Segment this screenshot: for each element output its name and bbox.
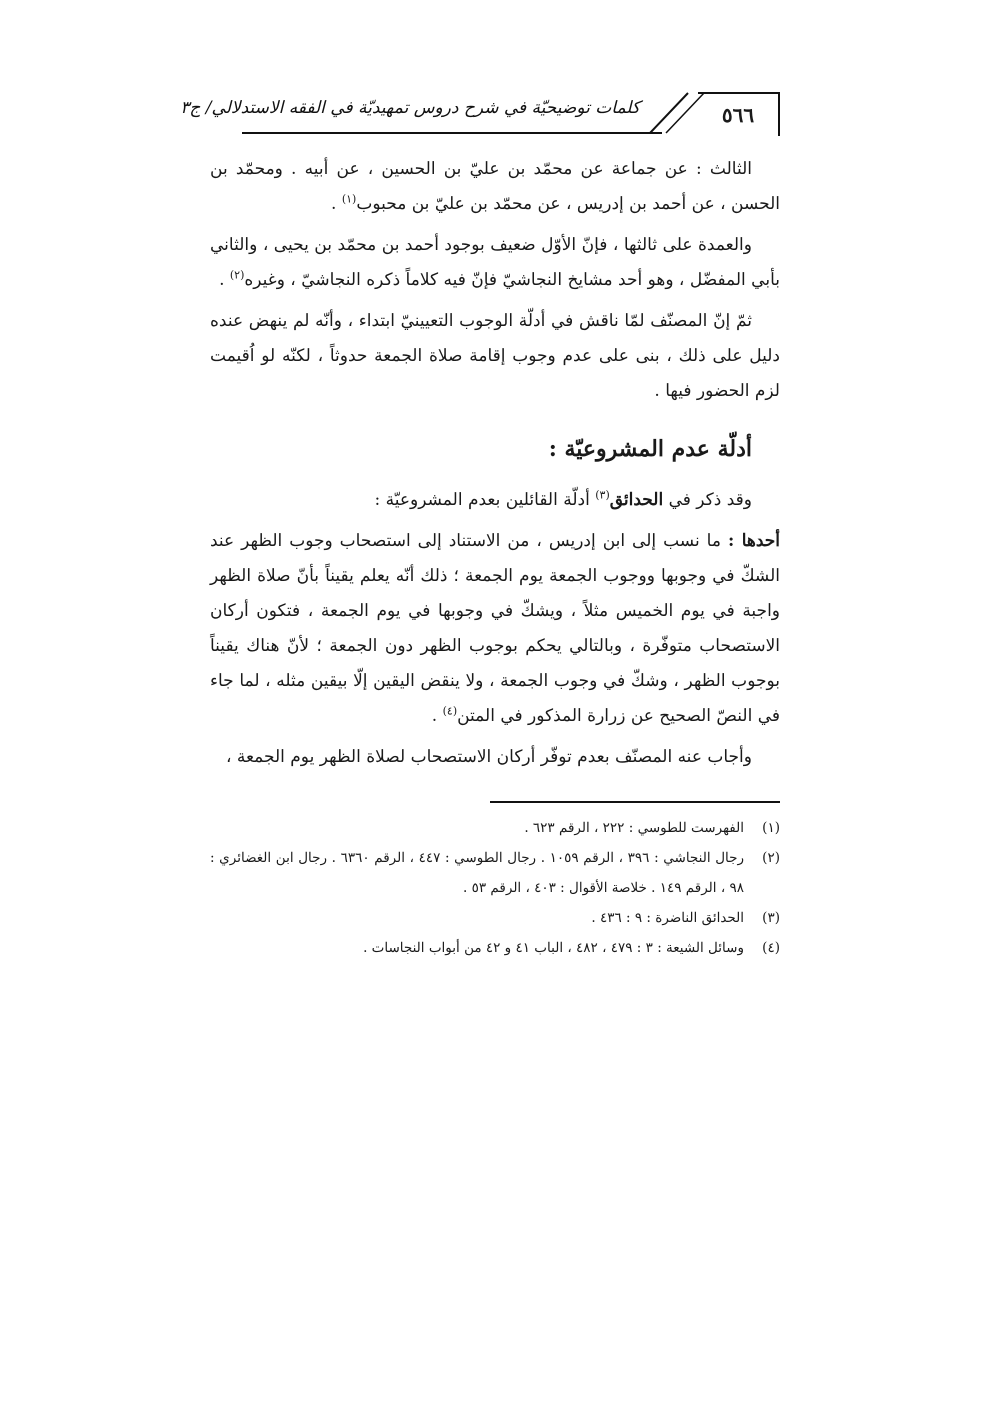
footnotes	[210, 813, 780, 963]
footnote-ref-1[interactable]: (١)	[341, 192, 357, 206]
footnote-ref-3[interactable]: (٣)	[595, 488, 610, 502]
footnote-ref-4[interactable]: (٤)	[442, 704, 458, 718]
footnote-text: الفهرست للطوسي : ٢٢٢ ، الرقم ٦٢٣ .	[524, 820, 744, 836]
page-header	[180, 92, 780, 138]
footnote-rule	[490, 801, 780, 803]
book-title: الحدائق	[609, 490, 664, 510]
footnote-ref-2[interactable]: (٢)	[229, 268, 245, 282]
footnote-3	[210, 903, 780, 933]
paragraph-2: والعمدة على ثالثها ، فإنّ الأوّل ضعيف بوجود أحمد بن محمّد بن يحيى ، والثاني بأبي المفضّل ، وهو أحد مشايخ النجاشيّ فإنّ فيه كلاماً ذكره النجاشيّ ، وغيره$^{(٢)}$ .	[210, 235, 780, 290]
page	[180, 92, 780, 963]
footnote-1	[210, 813, 780, 843]
footnote-number: (٢)	[762, 850, 780, 866]
footnote-text: الحدائق الناضرة : ٩ : ٤٣٦ .	[591, 910, 744, 926]
paragraph-5: أحدها : ما نسب إلى ابن إدريس ، من الاستناد إلى استصحاب وجوب الظهر عند الشكّ في وجوبها ووجوب الجمعة يوم الجمعة ؛ ذلك أنّه يعلم يقيناً بأنّ صلاة الظهر واجبة في يوم الخميس مثلاً ، ويشكّ في وجوبها في يوم الجمعة ، فتكون أركان الاستصحاب متوفّرة ، وبالتالي يحكم بوجوب الظهر دون الجمعة ؛ لأنّ هناك يقيناً بوجوب الظهر ، وشكّ في وجوب الجمعة ، ولا ينقض اليقين إلّا بيقين مثله ، لما جاء في النصّ الصحيح عن زرارة المذكور في المتن$^{(٤)}$ .	[210, 531, 780, 726]
paragraph-4: وقد ذكر في الحدائق$^{(٣)}$ أدلّة القائلين بعدم المشروعيّة :	[374, 488, 752, 510]
footnote-number: (٤)	[762, 940, 780, 956]
footnote-text: وسائل الشيعة : ٣ : ٤٧٩ ، ٤٨٢ ، الباب ٤١ و ٤٢ من أبواب النجاسات .	[363, 940, 744, 956]
footnote-text: رجال النجاشي : ٣٩٦ ، الرقم ١٠٥٩ . رجال الطوسي : ٤٤٧ ، الرقم ٦٣٦٠ . رجال ابن الغضائري : ٩٨ ، الرقم ١٤٩ . خلاصة الأقوال : ٤٠٣ ، الرقم ٥٣ .	[210, 850, 745, 896]
main-text	[210, 152, 780, 775]
running-title: كلمات توضيحيّة في شرح دروس تمهيديّة في الفقه الاستدلالي/ ج٣	[180, 98, 640, 118]
paragraph-6: وأجاب عنه المصنّف بعدم توفّر أركان الاستصحاب لصلاة الظهر يوم الجمعة ،	[225, 747, 752, 767]
footnote-4	[210, 933, 780, 963]
paragraph-1: الثالث : عن جماعة عن محمّد بن عليّ بن الحسين ، عن أبيه . ومحمّد بن الحسن ، عن أحمد بن إدريس ، عن محمّد بن عليّ بن محبوب$^{(١)}$ .	[210, 159, 780, 214]
section-heading: أدلّة عدم المشروعيّة :	[548, 436, 752, 462]
paragraph-lead: أحدها :	[727, 531, 780, 551]
page-number-box	[698, 92, 780, 136]
header-rule	[242, 132, 662, 134]
paragraph-3: ثمّ إنّ المصنّف لمّا ناقش في أدلّة الوجوب التعيينيّ ابتداء ، وأنّه لم ينهض عنده دليل على ذلك ، بنى على عدم وجوب إقامة صلاة الجمعة حدوثاً ، لكنّه لو اُقيمت لزم الحضور فيها .	[210, 311, 780, 401]
footnote-number: (٣)	[762, 910, 780, 926]
page-number: ٥٦٦	[721, 103, 755, 127]
footnote-2	[210, 843, 780, 903]
footnote-number: (١)	[762, 820, 780, 836]
